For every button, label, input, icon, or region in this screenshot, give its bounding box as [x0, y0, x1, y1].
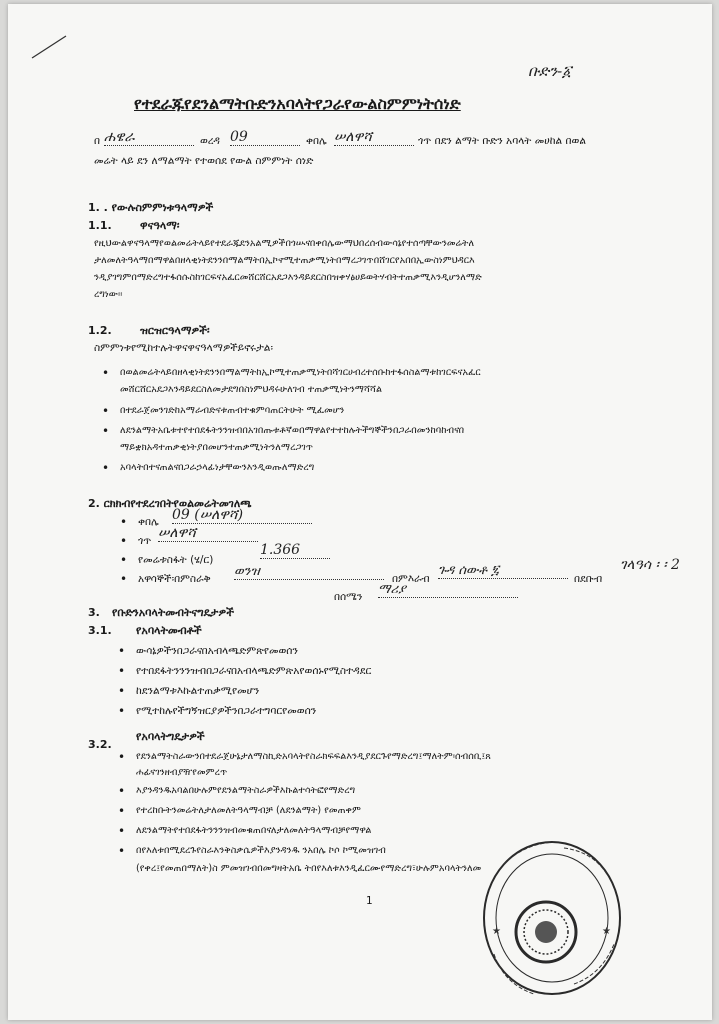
section-1-1-line: ረግነው፡፡	[94, 289, 123, 300]
intro-prefix: በ	[94, 135, 101, 147]
section-3-1-number: 3.1.	[88, 624, 112, 637]
section-3-1-title: የአባላትመብቶች	[136, 624, 202, 637]
intro-kebele-handwritten: ሠለዋሻ	[334, 129, 414, 146]
list-item: • የተረከቡትንመሬትለታለመለትዓላማብቻ (ለደንልማት) የመጠቀም	[136, 804, 361, 818]
section-1-1-line: የዚህውልዋናዓላማየወልመሬትላይየተደራጁደንአልሚዎችበጎሡናበቀበሌውማህበረሰብውሳኔየተሰጣቸውንመሬትለ	[94, 238, 475, 249]
list-item: • አባላትበተናጠልናበጋራኃላፊነታቸውንእንዲወጡለማድረግ	[120, 461, 314, 475]
list-item: • በየእለቱበሚደረጉየስራእንቅስቃሴዎችእያንዳንዱ ንአበሌ ኮሶ ኮሚመዝገብ	[136, 844, 386, 858]
west-label: በምእራብ	[392, 573, 430, 585]
list-item: • ውሳኔዎችንበጋራናበአብላጫድምጽየመወሰን	[136, 644, 298, 658]
section-1-1-line: ታለመለትዓላማበማዋልበዘላቂነትደንንበማልማትበኢኮኖሚተጠቃሚነትበማረጋገጥበሸገርየአበበኢውስነምህዳርእ	[94, 255, 475, 266]
north-handwritten: ማሪያ	[378, 582, 518, 598]
list-item: • የተበደፋትንንንዝብበጋራናበአብላጫድምጽአየወሰኑየሚስተዳደር	[136, 664, 371, 678]
north-label: በሰሜን	[334, 591, 363, 603]
got-label: • ጎጥ	[138, 534, 151, 548]
intro-woreda-handwritten: 09	[230, 129, 300, 146]
document-page	[8, 4, 712, 1020]
section-3-2-title: የአባላትግዴታዎች	[136, 730, 205, 743]
intro-line2: መሬት ላይ ደን ለማልማት የተወሰደ የውል ስምምነት ሰነድ	[94, 155, 314, 167]
document-title: የተደራጁየደንልማትቡድንአባላትየጋራየውልስምምነትሰነድ	[134, 94, 461, 113]
list-item-continuation: ማይቋክአዳተጠቃቂነትያበመሆንተጠቃሚነትንለማረጋገጥ	[120, 442, 314, 453]
kebele-label: • ቀበሌ	[138, 515, 159, 529]
list-item-continuation: (የቀረ፤የመጠበማለት)ስ ምመዝገብበመግዛትአቤ ትበየእለቱእንዲፈርሙየማድረግ፣ሁሉምአባላትንለመ	[136, 863, 482, 874]
south-label: በደቡብ	[574, 573, 603, 585]
area-label: • የመሬቱስፋት (ሄ/ር)	[138, 553, 213, 567]
got-handwritten: ሠለዋሻ	[158, 525, 258, 542]
list-item: • ለደንልማትየተበደፋትንንንዝብመቁጠበናለታለመለትዓላማብቻየማዋል	[136, 824, 371, 838]
section-1-2-number: 1.2.	[88, 324, 112, 337]
pen-stroke-mark	[30, 32, 70, 62]
corner-mark: ቡድን-፩	[528, 62, 572, 80]
list-item: • የሚተከሉየችግኝዝርያዎችንበጋራተግባርየመወሰን	[136, 704, 316, 718]
section-3-number: 3.	[88, 606, 100, 619]
list-item: • በወልመሬትላይበዘላቂነትደንንበማልማትከኢኮሚተጠቃሚነትበሻገርሀብረተሰቡከተፋሰስልማቱከገርፍናአፈር	[120, 366, 481, 380]
page-number: 1	[366, 895, 373, 907]
svg-text:★: ★	[602, 926, 611, 937]
section-3-heading: የቡድንአባላትመብትናግዴታዎች	[112, 606, 234, 619]
section-1-2-title: ዝርዝርዓላማዎች፡	[140, 324, 210, 337]
list-item: • ከደንልማቱእኩልተጠቃሚየመሆን	[136, 684, 259, 698]
section-1-2-intro: ስምምነቱየሚከተሉትዋናዋናዓላማዎችይኖሩታል፡	[94, 342, 273, 354]
list-item-continuation: ሐፊናገንዘብያዥየመምረጥ	[136, 767, 228, 778]
list-item-continuation: መሸርሸርአደጋእንዳይደርስለመታደግበስነምህዳሩሁለገብ ተጠቃሚነትንማሻሻል	[120, 384, 383, 395]
east-handwritten: ወንዝ	[234, 564, 384, 580]
section-2-heading: 2. ርክክብየተደረገበትየወልመሬትመገለጫ	[88, 497, 252, 510]
intro-zone-handwritten: ሐዌራ	[104, 129, 194, 146]
intro-line1-rest: ጎጥ በደን ልማት ቡድን አባላት መሀከል በወል	[418, 135, 586, 147]
list-item: • በተደራጀመንገድከአማራብድናቱጠብተቁምባጠርትሁት ሚፈመሆን	[120, 404, 344, 418]
south-handwritten: ገላዓሳ ፡ ፡ 2	[620, 557, 680, 573]
section-1-1-title: ዋናዓላማ፡	[140, 219, 180, 232]
section-3-2-number: 3.2.	[88, 738, 112, 751]
section-1-heading: 1. . የውሉስምምነቱዓላማዎች	[88, 201, 214, 214]
list-item: • የደንልማትስራውንበተደራጀሁኔታለማስኪድአባላትየስራክፍፍልእንዲያደርጉየማድረግ፤ማለትም፡ሰብሰቢ፤ጸ	[136, 750, 491, 764]
list-item: • ለደንልማትአቤቱተየተበደፋትንንዝብበአገበጡቱቶኛወበማዋልየተተከሉትችግኞችንበጋራበመንከባከብናበ	[120, 424, 464, 438]
kebele-handwritten: 09 (ሠለዋሻ)	[172, 507, 312, 524]
section-1-1-line: ንዲያገግምበማድረግተፋሰሱስከገርፍናአፈርመሸርሸርአደጋእንዳይደርስበዝቀሃፅሀይወትሃብትተጠቃሚእንዲሆንለማድ	[94, 272, 482, 283]
svg-text:★: ★	[492, 926, 501, 937]
intro-kebele-label: ቀበሌ	[306, 135, 327, 147]
official-stamp	[474, 834, 624, 1004]
west-handwritten: ጉዳ ሰውቶ ፯	[438, 563, 568, 579]
area-handwritten: 1.366	[260, 542, 330, 559]
list-item: • እያንዳንዱአባልበሁሉምየደንልማትስራዎችእኩልተሳትፎየማድረግ	[136, 784, 355, 798]
neighbors-label: • አዋሳኞች፡በምስራቅ	[138, 572, 211, 586]
intro-woreda-label: ወረዳ	[200, 135, 220, 147]
section-1-1-number: 1.1.	[88, 219, 112, 232]
